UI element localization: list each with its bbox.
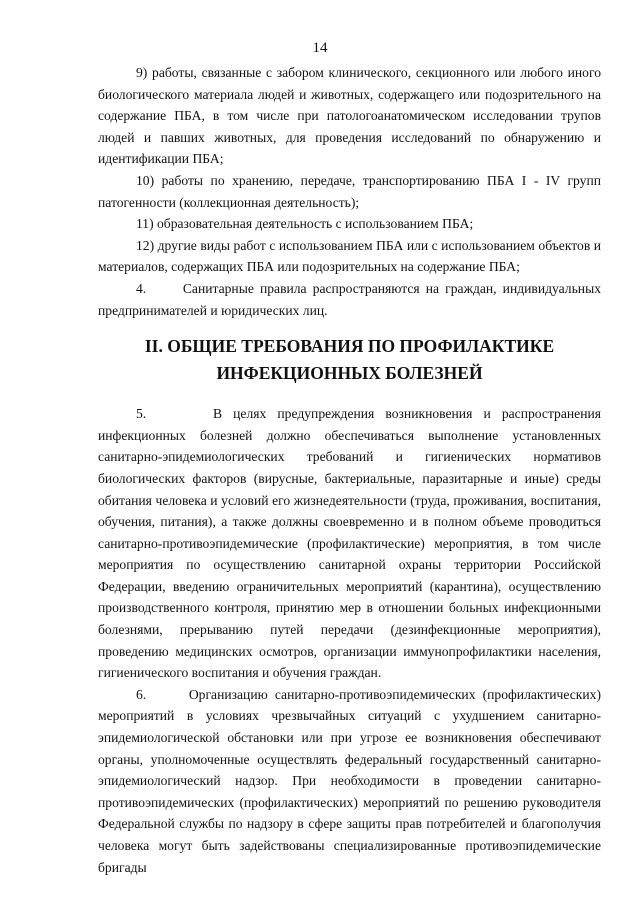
paragraph-item-11: 11) образовательная деятельность с использованием ПБА; bbox=[136, 216, 474, 232]
paragraph-clause-5: 5. В целях предупреждения возникновения и распространения инфекционных болезней должно обеспечиваться выполнение установленных санитарно-эпидемиологических требований и гигиенических нормативов биологических факторов (вирусные, бактериальные, паразитарные и иные) среды обитания человека и условий его жизнедеятельности (труда, проживания, воспитания, обучения, питания), а также должны своевременно и в полном объеме проводиться санитарно-противоэпидемические (профилактические) мероприятия, в том числе мероприятия по осуществлению санитарной охраны территории Российской Федерации, введению ограничительных мероприятий (карантина), осуществлению производственного контроля, принятию мер в отношении больных инфекционными болезнями, прерыванию путей передачи (дезинфекционные мероприятия), проведению медицинских осмотров, организации иммунопрофилактики населения, гигиенического воспитания и обучения граждан. bbox=[98, 406, 601, 681]
page-number: 14 bbox=[312, 40, 328, 56]
document-body bbox=[98, 62, 601, 878]
paragraph-clause-4: 4. Санитарные правила распространяются на граждан, индивидуальных предпринимателей и юридических лиц. bbox=[98, 280, 601, 318]
paragraph-item-10: 10) работы по хранению, передаче, транспортированию ПБА I - IV групп патогенности (коллекционная деятельность); bbox=[98, 172, 601, 210]
section-heading-line-1: II. ОБЩИЕ ТРЕБОВАНИЯ ПО ПРОФИЛАКТИКЕ bbox=[144, 336, 555, 357]
section-heading bbox=[98, 333, 601, 387]
paragraph-item-9: 9) работы, связанные с забором клинического, секционного или любого иного биологического материала людей и животных, содержащего или подозрительного на содержание ПБА, в том числе при патологоанатомическом исследовании трупов людей и павших животных, для проведения исследований по обнаружению и идентификации ПБА; bbox=[98, 65, 601, 167]
section-heading-line-2: ИНФЕКЦИОННЫХ БОЛЕЗНЕЙ bbox=[216, 363, 483, 384]
paragraph-item-12: 12) другие виды работ с использованием ПБА или с использованием объектов и материалов, содержащих ПБА или подозрительных на содержание ПБА; bbox=[98, 237, 601, 275]
paragraph-clause-6: 6. Организацию санитарно-противоэпидемических (профилактических) мероприятий в условиях чрезвычайных ситуаций с ухудшением санитарно-эпидемиологической обстановки или при угрозе ее возникновения обеспечивают органы, уполномоченные осуществлять федеральный государственный санитарно-эпидемиологический надзор. При необходимости в проведении санитарно-противоэпидемических (профилактических) мероприятий по решению руководителя Федеральной службы по надзору в сфере защиты прав потребителей и благополучия человека могут быть задействованы специализированные противоэпидемические бригады bbox=[98, 686, 601, 875]
